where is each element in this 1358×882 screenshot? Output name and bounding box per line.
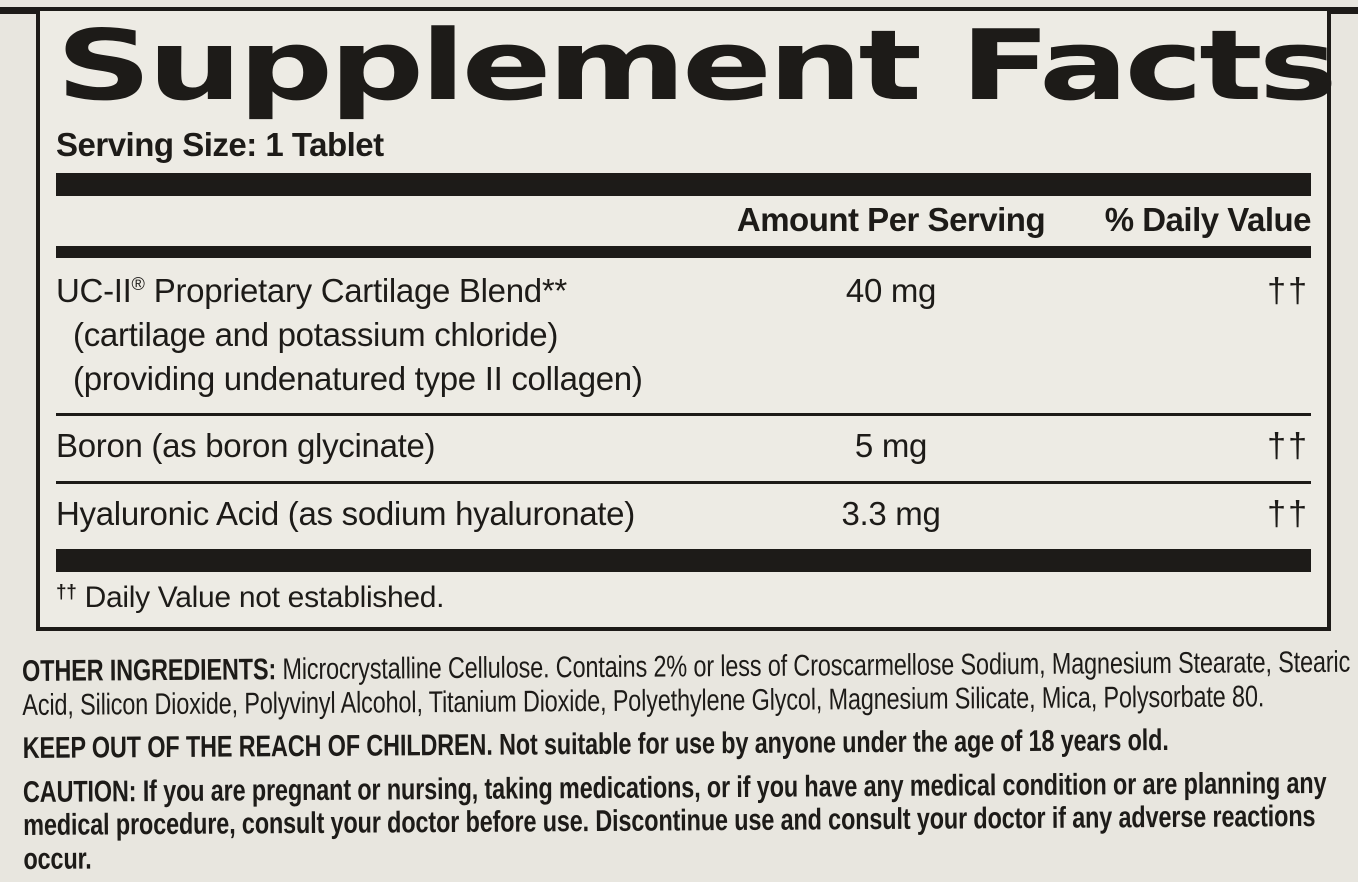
ingredient-row-boron: [56, 416, 1311, 481]
keep-out-heading: KEEP OUT OF THE REACH OF CHILDREN.: [22, 728, 493, 766]
thick-divider-top: [56, 173, 1311, 196]
panel-title: Supplement Facts: [56, 9, 1334, 122]
caution-heading: CAUTION:: [22, 774, 137, 809]
ingredient-name: [56, 269, 721, 401]
ingredient-name: Boron (as boron glycinate): [56, 426, 436, 464]
serving-size: Serving Size: 1 Tablet: [56, 126, 384, 163]
footnote-text: Daily Value not established.: [84, 581, 445, 615]
registered-mark: ®: [131, 274, 145, 294]
ingredient-daily-value: ††: [1267, 272, 1309, 310]
ingredient-daily-value: ††: [1267, 494, 1309, 533]
ingredient-subline: (providing undenatured type II collagen): [73, 359, 643, 397]
caution-text: If you are pregnant or nursing, taking medications, or if you have any medical condition or are planning any medical procedure, consult your doctor before use. Discontinue use and consult your doctor if any adverse reactions occur.: [23, 766, 1327, 876]
supplement-facts-panel: [36, 7, 1334, 631]
ingredient-row-uc2: [56, 258, 1311, 413]
thick-divider-bottom: [56, 549, 1311, 572]
ingredient-daily-value: ††: [1267, 426, 1309, 465]
dagger-symbol: ††: [56, 582, 77, 604]
ingredient-amount: 40 mg: [845, 272, 937, 309]
keep-out-text: Not suitable for use by anyone under the age of 18 years old.: [498, 724, 1169, 762]
other-ingredients-text: Microcrystalline Cellulose. Contains 2% or less of Croscarmellose Sodium, Magnesium Stearate, Stearic Acid, Silicon Dioxide, Polyvinyl Alcohol, Titanium Dioxide, Polyethylene Glycol, Magnesium Silicate, Mica, Polysorbate 80.: [22, 645, 1351, 722]
caution-paragraph: [23, 766, 1353, 876]
other-ingredients-heading: OTHER INGREDIENTS:: [22, 653, 277, 688]
ingredient-name-rest: Proprietary Cartilage Blend**: [144, 272, 567, 309]
medium-divider: [56, 246, 1311, 258]
ingredient-name: Hyaluronic Acid (as sodium hyaluronate): [56, 494, 635, 532]
ingredient-amount: 3.3 mg: [841, 494, 941, 532]
amount-per-serving-header: Amount Per Serving: [736, 201, 1046, 238]
keep-out-paragraph: [23, 723, 1353, 766]
table-header-row: [56, 196, 1311, 246]
other-ingredients-paragraph: [22, 646, 1352, 722]
ingredient-subline: (cartilage and potassium chloride): [73, 315, 559, 353]
ingredient-name-text: UC-II: [56, 272, 132, 309]
ingredient-amount: 5 mg: [854, 426, 928, 464]
bottom-text-block: [22, 646, 1353, 882]
daily-value-footnote: [56, 572, 1311, 627]
ingredient-row-hyaluronic-acid: [56, 484, 1311, 549]
daily-value-header: % Daily Value: [1104, 201, 1311, 238]
